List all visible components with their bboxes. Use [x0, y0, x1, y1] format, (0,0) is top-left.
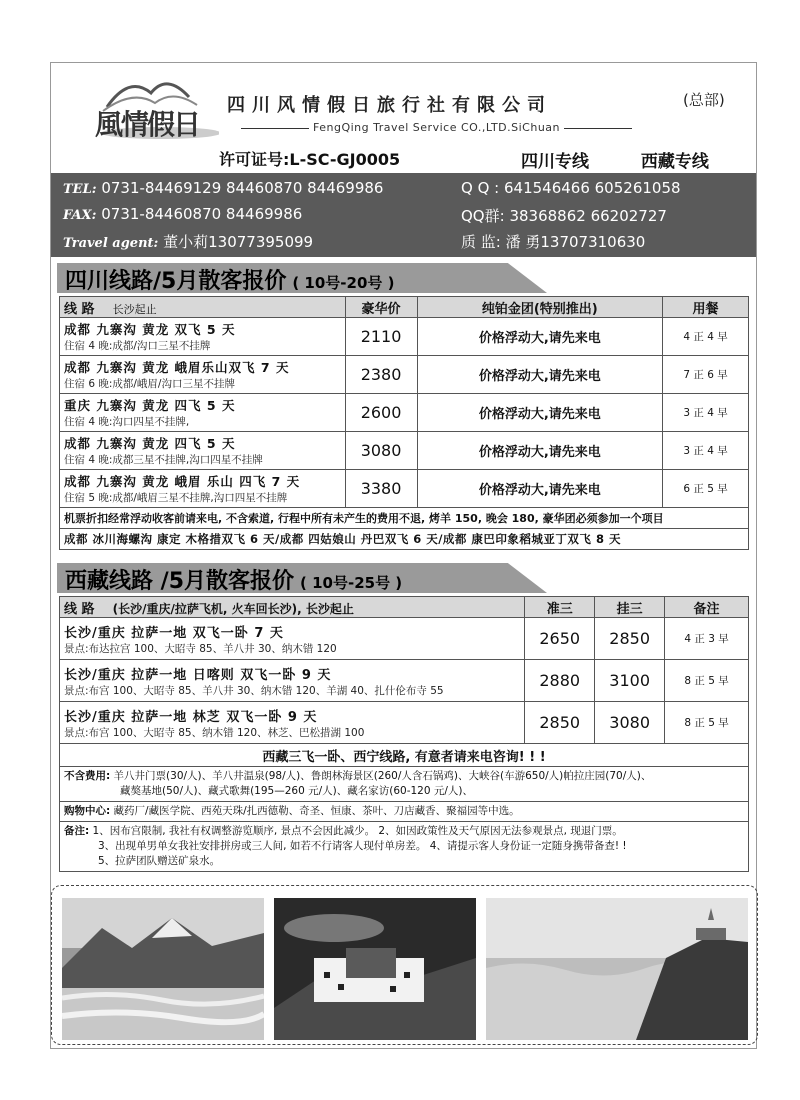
- sichuan-date: ( 10号-20号 ): [292, 274, 395, 292]
- route-name: 成都 九寨沟 黄龙 四飞 5 天: [64, 436, 236, 451]
- sichuan-footnote: 机票折扣经常浮动收客前请来电, 不含索道, 行程中所有未产生的费用不退, 烤羊 150, 晚会 180, 豪华团必须参加一个项目: [60, 508, 749, 529]
- tibet-shopping: [60, 802, 749, 822]
- col-platinum: 纯铂金团(特别推出): [417, 297, 663, 318]
- sichuan-extra-routes: 成都 冰川海螺沟 康定 木格措双飞 6 天/成都 四姑娘山 丹巴双飞 6 天/成都 康巴印象稻城亚丁双飞 8 天: [60, 529, 749, 550]
- route-price: 2600: [345, 394, 417, 432]
- price-standard3: 2850: [525, 702, 595, 744]
- tibet-excluded: [60, 767, 749, 802]
- header: [51, 63, 756, 171]
- route-stay: 住宿 5 晚:成都/峨眉三星不挂牌,沟口四星不挂牌: [64, 492, 288, 504]
- price-standard3: 2880: [525, 660, 595, 702]
- company-name-en: FengQing Travel Service CO.,LTD.SiChuan: [237, 121, 636, 134]
- sichuan-section-header: [57, 263, 547, 293]
- tibet-title-text: 西藏线路 /5月散客报价: [65, 569, 295, 594]
- jiuzhaigou-photo: [62, 898, 264, 1040]
- route-remark: 4 正 3 早: [665, 618, 749, 660]
- col-meal: 用餐: [663, 297, 749, 318]
- route-name: 长沙/重庆 拉萨一地 双飞一卧 7 天: [64, 625, 284, 641]
- price-standard3: 2650: [525, 618, 595, 660]
- sichuan-title: [65, 264, 394, 295]
- sichuan-extra-row: [60, 529, 749, 550]
- line-sichuan: 四川专线: [521, 152, 589, 172]
- logo-text: 風情假日: [95, 108, 200, 141]
- route-remark: 8 正 5 早: [665, 702, 749, 744]
- qqgroup-value: 38368862 66202727: [509, 207, 667, 225]
- tel-value: 0731-84469129 84460870 84469986: [101, 179, 384, 197]
- route-remark: 8 正 5 早: [665, 660, 749, 702]
- tibet-shopping-row: [60, 802, 749, 822]
- company-name-cn: 四川风情假日旅行社有限公司: [227, 95, 552, 116]
- tibet-date: ( 10号-25号 ): [300, 574, 403, 592]
- fax-value: 0731-84460870 84469986: [101, 205, 303, 223]
- agent-label: Travel agent:: [63, 236, 159, 251]
- fax-label: FAX:: [63, 208, 97, 223]
- headquarters-label: (总部): [683, 91, 725, 109]
- license-number: 许可证号:L-SC-GJ0005: [219, 150, 401, 169]
- remarks-label: 备注:: [64, 825, 90, 837]
- agent-value: 董小莉13077395099: [163, 233, 314, 251]
- route-name: 成都 九寨沟 黄龙 双飞 5 天: [64, 322, 236, 337]
- route-name: 成都 九寨沟 黄龙 峨眉 乐山 四飞 7 天: [64, 474, 301, 489]
- qq-value: 641546466 605261058: [503, 179, 681, 197]
- route-name: 成都 九寨沟 黄龙 峨眉乐山双飞 7 天: [64, 360, 290, 375]
- table-row: [60, 356, 749, 394]
- tibet-price-table: [59, 596, 749, 872]
- table-row: [60, 660, 749, 702]
- photo-strip: [51, 885, 758, 1045]
- table-row: [60, 470, 749, 508]
- tibet-section-header: [57, 563, 547, 593]
- route-note: 价格浮动大,请先来电: [417, 356, 663, 394]
- contact-band: [51, 173, 756, 257]
- remark-line-3: 5、拉萨团队赠送矿泉水。: [98, 855, 221, 867]
- tibet-title: [65, 564, 402, 595]
- col-route-label: 线 路: [64, 301, 95, 317]
- fax-row: [63, 205, 302, 223]
- route-price: 2110: [345, 318, 417, 356]
- route-sights: 景点:布达拉宫 100、大昭寺 85、羊八井 30、纳木错 120: [64, 642, 337, 655]
- route-note: 价格浮动大,请先来电: [417, 432, 663, 470]
- sichuan-footnote-row: [60, 508, 749, 529]
- price-rated3: 2850: [595, 618, 665, 660]
- route-sights: 景点:布宫 100、大昭寺 85、纳木错 120、林芝、巴松措湖 100: [64, 726, 365, 739]
- supervisor-label: 质 监:: [461, 233, 501, 251]
- sichuan-price-table: [59, 296, 749, 550]
- qq-label: Q Q :: [461, 179, 500, 197]
- sichuan-title-text: 四川线路/5月散客报价: [65, 269, 287, 294]
- shopping-text: 藏药厂/藏医学院、西苑天珠/扎西德勒、奇圣、恒康、茶叶、刀店藏香、聚福园等中选。: [113, 805, 520, 817]
- route-meal: 7 正 6 早: [663, 356, 749, 394]
- qqgroup-label: QQ群:: [461, 207, 505, 225]
- route-note: 价格浮动大,请先来电: [417, 318, 663, 356]
- potala-palace-photo: [274, 898, 476, 1040]
- tel-label: TEL:: [63, 182, 97, 197]
- shopping-label: 购物中心:: [64, 805, 111, 817]
- price-rated3: 3100: [595, 660, 665, 702]
- col-price: 豪华价: [345, 297, 417, 318]
- col-route-sub: (长沙/重庆/拉萨飞机, 火车回长沙), 长沙起止: [112, 601, 354, 616]
- col-standard3: 准三: [525, 597, 595, 618]
- tibet-consult: 西藏三飞一卧、西宁线路, 有意者请来电咨询! ! !: [60, 744, 749, 767]
- line-tibet: 西藏专线: [640, 152, 709, 172]
- route-sights: 景点:布宫 100、大昭寺 85、羊八井 30、纳木错 120、羊湖 40、扎什伦布寺 55: [64, 684, 444, 697]
- table-row: [60, 432, 749, 470]
- mount-emei-photo: [486, 898, 748, 1040]
- excluded-label: 不含费用:: [64, 770, 111, 782]
- remark-line-2: 3、出现单男单女我社安排拼房或三人间, 如若不行请客人现付单房差。 4、请提示客人身份证一定随身携带备查! !: [98, 840, 627, 852]
- route-price: 2380: [345, 356, 417, 394]
- table-row: [60, 394, 749, 432]
- route-meal: 4 正 4 早: [663, 318, 749, 356]
- excluded-line-1: 羊八井门票(30/人)、羊八井温泉(98/人)、鲁朗林海景区(260/人含石锅鸡)、大峡谷(车游650/人)帕拉庄园(70/人)、: [113, 770, 652, 782]
- route-price: 3380: [345, 470, 417, 508]
- tibet-consult-row: [60, 744, 749, 767]
- route-name: 长沙/重庆 拉萨一地 林芝 双飞一卧 9 天: [64, 709, 318, 725]
- supervisor-row: [461, 231, 645, 252]
- col-route-sub: 长沙起止: [112, 302, 157, 316]
- qqgroup-row: [461, 205, 667, 226]
- table-row: [60, 318, 749, 356]
- col-route: [60, 597, 525, 618]
- route-meal: 3 正 4 早: [663, 432, 749, 470]
- col-rated3: 挂三: [595, 597, 665, 618]
- tibet-header-row: [60, 597, 749, 618]
- tibet-excluded-row: [60, 767, 749, 802]
- route-stay: 住宿 6 晚:成都/峨眉/沟口三星不挂牌: [64, 378, 235, 390]
- qq-row: [461, 179, 681, 197]
- col-remark: 备注: [665, 597, 749, 618]
- route-note: 价格浮动大,请先来电: [417, 470, 663, 508]
- flyer-page: [50, 62, 757, 1049]
- tel-row: [63, 179, 383, 197]
- route-note: 价格浮动大,请先来电: [417, 394, 663, 432]
- tibet-remarks-row: [60, 822, 749, 872]
- supervisor-value: 潘 勇13707310630: [505, 233, 646, 251]
- remark-line-1: 1、因布宫限制, 我社有权调整游览顺序, 景点不会因此减少。 2、如因政策性及天气原因无法参观景点, 现退门票。: [92, 825, 623, 837]
- table-row: [60, 618, 749, 660]
- specialty-lines: [521, 147, 737, 172]
- col-route: [60, 297, 346, 318]
- price-rated3: 3080: [595, 702, 665, 744]
- tibet-remarks: [60, 822, 749, 872]
- route-name: 重庆 九寨沟 黄龙 四飞 5 天: [64, 398, 236, 413]
- route-name: 长沙/重庆 拉萨一地 日喀则 双飞一卧 9 天: [64, 667, 332, 683]
- route-stay: 住宿 4 晚:成都三星不挂牌,沟口四星不挂牌: [64, 454, 263, 466]
- route-price: 3080: [345, 432, 417, 470]
- route-meal: 3 正 4 早: [663, 394, 749, 432]
- sichuan-header-row: [60, 297, 749, 318]
- route-meal: 6 正 5 早: [663, 470, 749, 508]
- agent-row: [63, 231, 313, 252]
- route-stay: 住宿 4 晚:成都/沟口三星不挂牌: [64, 340, 211, 352]
- excluded-line-2: 藏獒基地(50/人)、藏式歌舞(195—260 元/人)、藏名家访(60-120 元/人)、: [120, 785, 473, 797]
- route-stay: 住宿 4 晚:沟口四星不挂牌,: [64, 416, 190, 428]
- table-row: [60, 702, 749, 744]
- col-route-label: 线 路: [64, 601, 95, 617]
